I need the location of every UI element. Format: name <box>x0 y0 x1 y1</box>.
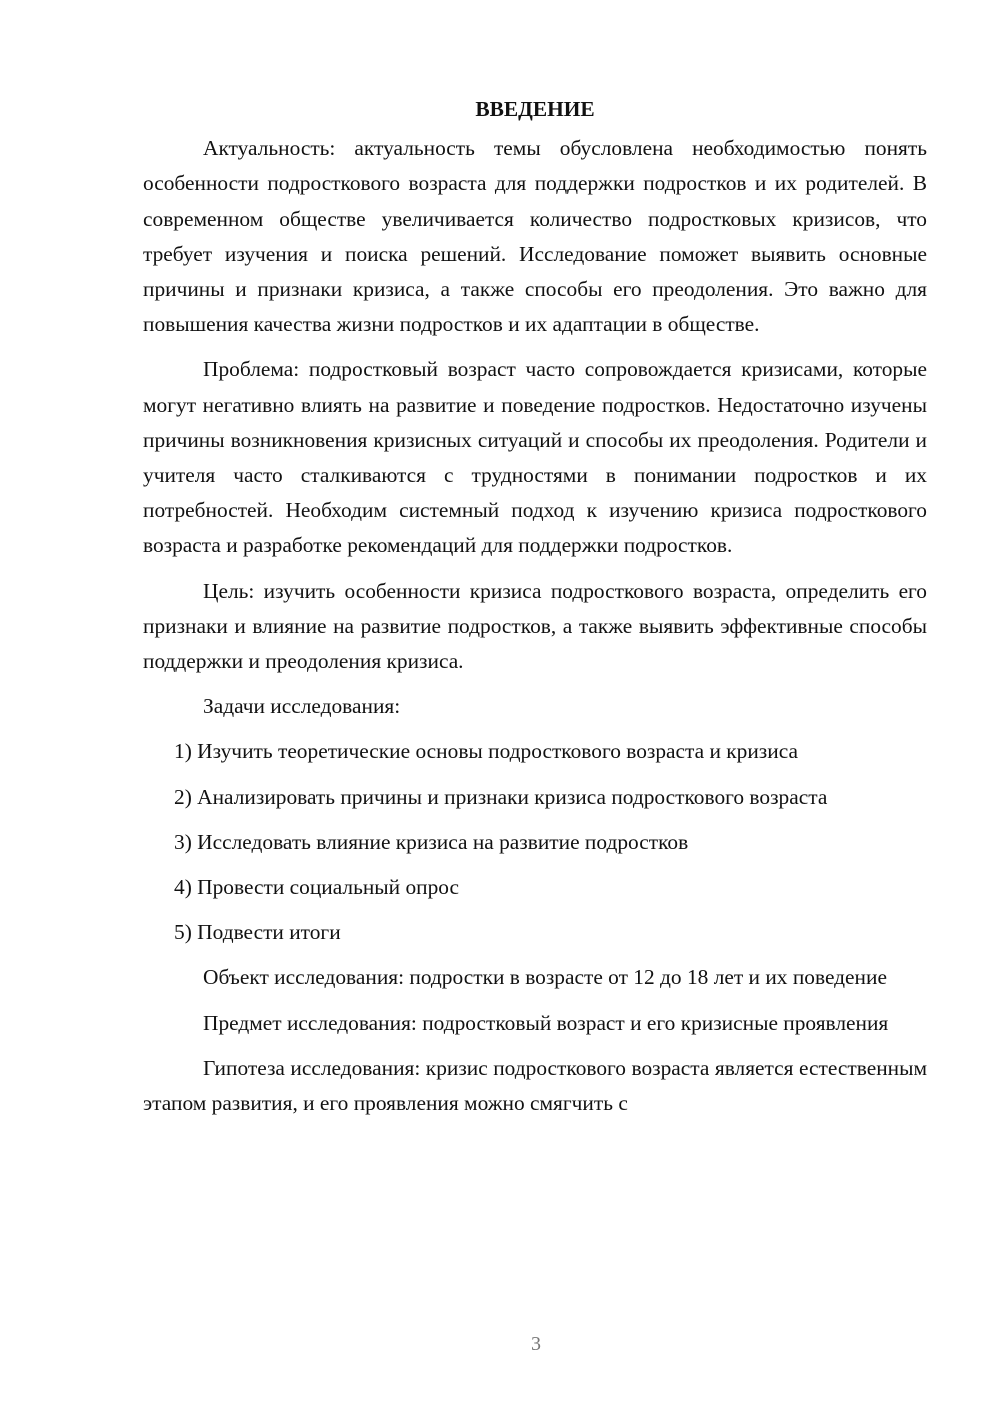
task-item-5: 5) Подвести итоги <box>174 920 341 945</box>
task-item-3: 3) Исследовать влияние кризиса на развитие подростков <box>174 829 689 854</box>
hypothesis-paragraph: Гипотеза исследования: кризис подросткового возраста является естественным этапом развития, и его проявления можно смягчить с <box>143 1055 927 1116</box>
problem-paragraph: Проблема: подростковый возраст часто сопровождается кризисами, которые могут негативно влиять на развитие и поведение подростков. Недостаточно изучены причины возникновения кризисных ситуаций и способы их преодоления. Родители и учителя часто сталкиваются с трудностями в понимании подростков и их потребностей. Необходим системный подход к изучению кризиса подросткового возраста и разработке рекомендаций для поддержки подростков. <box>143 357 927 558</box>
object-paragraph: Объект исследования: подростки в возрасте от 12 до 18 лет и их поведение <box>203 965 887 990</box>
task-item-2: 2) Анализировать причины и признаки кризиса подросткового возраста <box>174 784 828 809</box>
task-item-4: 4) Провести социальный опрос <box>174 875 460 900</box>
page-number: 3 <box>531 1333 541 1355</box>
section-title: ВВЕДЕНИЕ <box>475 97 595 121</box>
subject-paragraph: Предмет исследования: подростковый возраст и его кризисные проявления <box>203 1010 889 1035</box>
task-item-1: 1) Изучить теоретические основы подросткового возраста и кризиса <box>174 739 798 764</box>
page-content <box>143 92 927 1131</box>
relevance-paragraph: Актуальность: актуальность темы обусловлена необходимостью понять особенности подросткового возраста для поддержки подростков и их родителей. В современном обществе увеличивается количество подростковых кризисов, что требует изучения и поиска решений. Исследование поможет выявить основные причины и признаки кризиса, а также способы его преодоления. Это важно для повышения качества жизни подростков и их адаптации в обществе. <box>143 136 927 337</box>
tasks-heading: Задачи исследования: <box>203 694 401 719</box>
goal-paragraph: Цель: изучить особенности кризиса подросткового возраста, определить его признаки и влияние на развитие подростков, а также выявить эффективные способы поддержки и преодоления кризиса. <box>143 578 927 674</box>
